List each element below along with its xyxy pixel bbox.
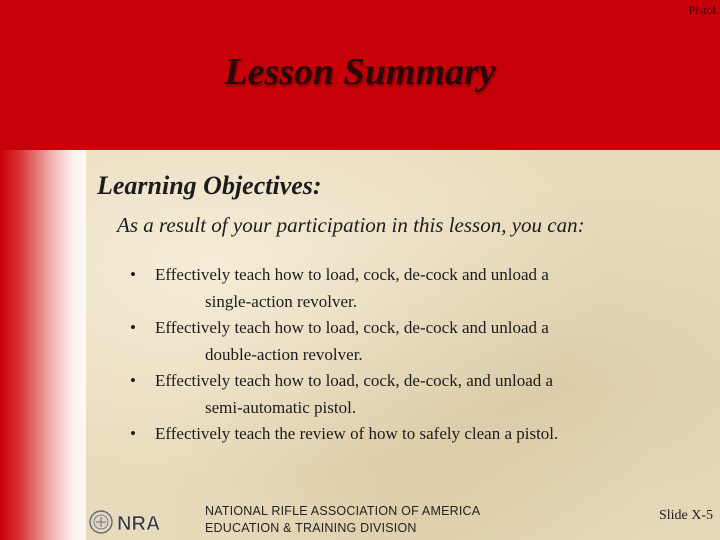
list-item: [130, 315, 690, 368]
bullet-icon: •: [130, 318, 136, 337]
objectives-heading: Learning Objectives:: [97, 171, 322, 200]
slide-title: Lesson Summary: [224, 51, 496, 93]
nra-logo: [88, 507, 178, 537]
bullet-icon: •: [130, 371, 136, 390]
bullet-text-continued: semi-automatic pistol.: [205, 397, 357, 417]
org-line-2: EDUCATION & TRAINING DIVISION: [205, 521, 417, 535]
bullet-text-continued: double-action revolver.: [205, 344, 363, 364]
nra-logo-text: NRA: [117, 513, 161, 535]
bullet-icon: •: [130, 424, 136, 443]
slide-number: Slide X-5: [658, 508, 713, 523]
bullet-text: Effectively teach how to load, cock, de-cock and unload a: [155, 318, 549, 337]
list-item: [130, 421, 690, 448]
org-line-1: NATIONAL RIFLE ASSOCIATION OF AMERICA: [205, 504, 481, 518]
list-item: [130, 262, 690, 315]
title-banner: [0, 0, 720, 150]
bullet-text: Effectively teach how to load, cock, de-cock, and unload a: [155, 371, 554, 390]
bullet-text: Effectively teach the review of how to safely clean a pistol.: [155, 424, 559, 443]
bullet-text: Effectively teach how to load, cock, de-cock and unload a: [155, 265, 549, 284]
bullet-text-continued: single-action revolver.: [205, 291, 358, 311]
list-item: [130, 368, 690, 421]
organization-name: [205, 503, 480, 537]
side-gradient-band: [0, 150, 86, 540]
objectives-list: [130, 262, 690, 448]
corner-label: Pistol: [688, 3, 716, 17]
objectives-intro: As a result of your participation in this lesson, you can:: [117, 213, 585, 237]
bullet-icon: •: [130, 265, 136, 284]
